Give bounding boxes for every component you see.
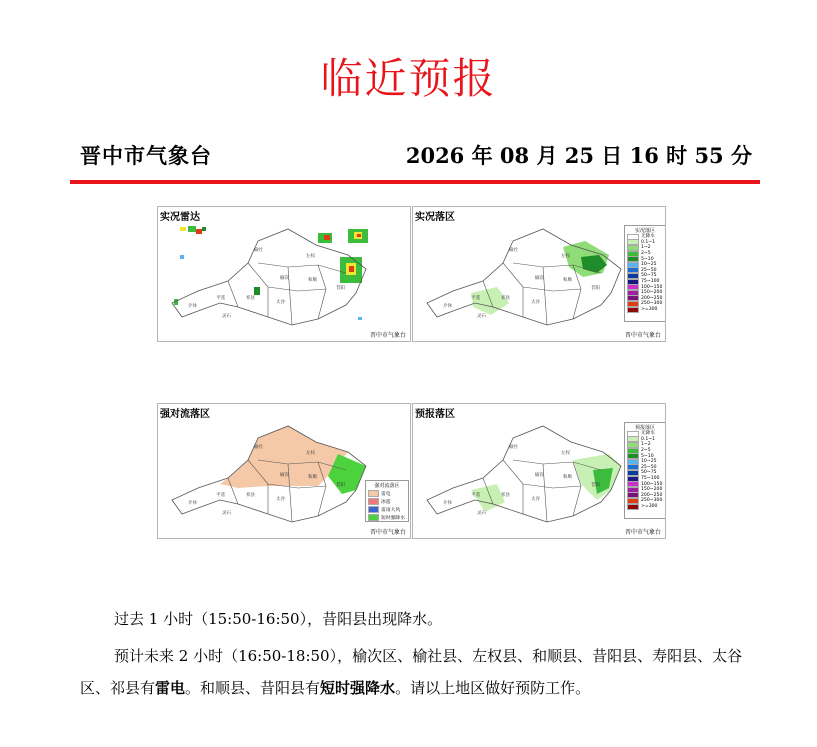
legend-item <box>625 307 665 313</box>
rain-legend <box>624 422 666 519</box>
map-credit: 晋中市气象台 <box>369 332 406 339</box>
header-divider <box>70 180 760 184</box>
map-title: 强对流落区 <box>160 409 210 420</box>
map-credit: 晋中市气象台 <box>624 332 661 339</box>
legend-item <box>625 504 665 510</box>
radar-echo <box>174 226 368 320</box>
legend-label: 75~100 <box>641 279 660 285</box>
county-label: 太谷 <box>531 497 540 502</box>
county-label: 左权 <box>306 254 315 259</box>
legend-label: 5~10 <box>641 453 654 459</box>
legend-label: >=300 <box>641 504 658 510</box>
county-label: 介休 <box>188 501 197 506</box>
legend-label: 无降水 <box>641 234 655 240</box>
map-credit: 晋中市气象台 <box>624 529 661 536</box>
legend-label: 1~2 <box>641 442 651 448</box>
county-label: 祁县 <box>246 296 255 301</box>
legend-label: 0.1~1 <box>641 239 656 245</box>
report-header <box>80 140 752 172</box>
county-label: 昔阳 <box>591 483 600 488</box>
legend-label: 250~300 <box>641 301 663 307</box>
county-label: 平遥 <box>471 296 480 301</box>
county-label: 榆社 <box>254 248 263 253</box>
legend-swatch <box>368 514 379 521</box>
legend-label: 1~2 <box>641 245 651 251</box>
legend-label: 100~150 <box>641 284 663 290</box>
county-label: 和顺 <box>308 475 317 480</box>
legend-label: 10~25 <box>641 459 657 465</box>
map-convective <box>157 403 411 539</box>
legend-swatch <box>368 498 379 505</box>
county-label: 和顺 <box>563 278 572 283</box>
legend-label: 10~25 <box>641 262 657 268</box>
legend-label: 25~50 <box>641 267 657 273</box>
county-label: 平遥 <box>216 493 225 498</box>
county-label: 太谷 <box>276 497 285 502</box>
county-label: 左权 <box>306 451 315 456</box>
legend-swatch <box>627 307 639 313</box>
map-observed-rain <box>412 206 666 342</box>
legend-item <box>366 497 408 505</box>
legend-label: 50~75 <box>641 273 657 279</box>
legend-item <box>366 513 408 521</box>
legend-label: >=300 <box>641 307 658 313</box>
legend-label: 150~200 <box>641 487 663 493</box>
county-label: 榆社 <box>509 248 518 253</box>
county-label: 祁县 <box>246 493 255 498</box>
county-label: 榆次 <box>280 276 289 281</box>
map-forecast-rain <box>412 403 666 539</box>
legend-item <box>366 505 408 513</box>
legend-label: 100~150 <box>641 481 663 487</box>
legend-title: 强对流落区 <box>374 483 400 489</box>
county-label: 和顺 <box>308 278 317 283</box>
legend-item <box>366 489 408 497</box>
county-label: 榆次 <box>535 473 544 478</box>
agency-name: 晋中市气象台 <box>80 143 212 168</box>
county-label: 左权 <box>561 254 570 259</box>
county-label: 榆社 <box>254 445 263 450</box>
county-label: 介休 <box>188 304 197 309</box>
hazard-thunder: 雷电 <box>155 679 186 697</box>
legend-label: 250~300 <box>641 498 663 504</box>
county-label: 祁县 <box>501 296 510 301</box>
county-label: 榆社 <box>509 445 518 450</box>
page-title: 临近预报 <box>320 54 497 103</box>
legend-label: 无降水 <box>641 431 655 437</box>
convective-legend <box>365 480 409 522</box>
legend-title: 预报落区 <box>634 425 655 431</box>
county-label: 祁县 <box>501 493 510 498</box>
county-label: 介休 <box>443 501 452 506</box>
legend-label: 25~50 <box>641 464 657 470</box>
county-label: 左权 <box>561 451 570 456</box>
forecast-text: 。和顺县、昔阳县有 <box>185 679 321 697</box>
map-title: 实况落区 <box>415 212 455 223</box>
legend-swatch <box>368 506 379 513</box>
radar-map-svg <box>158 207 410 341</box>
county-label: 灵石 <box>477 511 486 516</box>
county-label: 平遥 <box>471 493 480 498</box>
county-label: 灵石 <box>222 511 231 516</box>
legend-label: 50~75 <box>641 470 657 476</box>
rain-legend <box>624 225 666 322</box>
legend-label: 雷雨大风 <box>381 507 401 513</box>
county-label: 灵石 <box>222 314 231 319</box>
map-radar <box>157 206 411 342</box>
county-label: 榆次 <box>280 473 289 478</box>
county-label: 灵石 <box>477 314 486 319</box>
legend-label: 2~5 <box>641 251 651 257</box>
county-label: 榆次 <box>535 276 544 281</box>
legend-label: 5~10 <box>641 256 654 262</box>
map-credit: 晋中市气象台 <box>369 529 406 536</box>
forecast-paragraph <box>80 640 760 704</box>
legend-title: 实况落区 <box>634 228 655 234</box>
legend-label: 雷电 <box>381 491 391 497</box>
legend-label: 冰雹 <box>381 499 391 505</box>
legend-label: 200~250 <box>641 492 663 498</box>
legend-swatch <box>627 504 639 510</box>
hazard-heavy-rain: 短时强降水 <box>320 679 396 697</box>
observation-paragraph: 过去 1 小时（15:50-16:50），昔阳县出现降水。 <box>114 610 443 628</box>
legend-label: 0.1~1 <box>641 436 656 442</box>
legend-label: 150~200 <box>641 290 663 296</box>
county-label: 太谷 <box>531 300 540 305</box>
legend-swatch <box>368 490 379 497</box>
map-title: 实况雷达 <box>160 212 200 223</box>
legend-label: 短时强降水 <box>381 515 405 521</box>
county-label: 太谷 <box>276 300 285 305</box>
issue-datetime: 2026 年 08 月 25 日 16 时 55 分 <box>405 143 752 168</box>
county-label: 昔阳 <box>336 286 345 291</box>
legend-label: 200~250 <box>641 295 663 301</box>
county-label: 介休 <box>443 304 452 309</box>
county-label: 和顺 <box>563 475 572 480</box>
forecast-text: 预计未来 2 小时（16:50-18:50），榆次区、榆社县、左权县、和顺县、昔阳县、寿阳县、太谷区、祁县有 <box>80 647 743 697</box>
legend-label: 2~5 <box>641 448 651 454</box>
county-label: 昔阳 <box>591 286 600 291</box>
forecast-text: 。请以上地区做好预防工作。 <box>395 679 591 697</box>
map-title: 预报落区 <box>415 409 455 420</box>
county-label: 平遥 <box>216 296 225 301</box>
legend-label: 75~100 <box>641 476 660 482</box>
county-label: 昔阳 <box>336 483 345 488</box>
